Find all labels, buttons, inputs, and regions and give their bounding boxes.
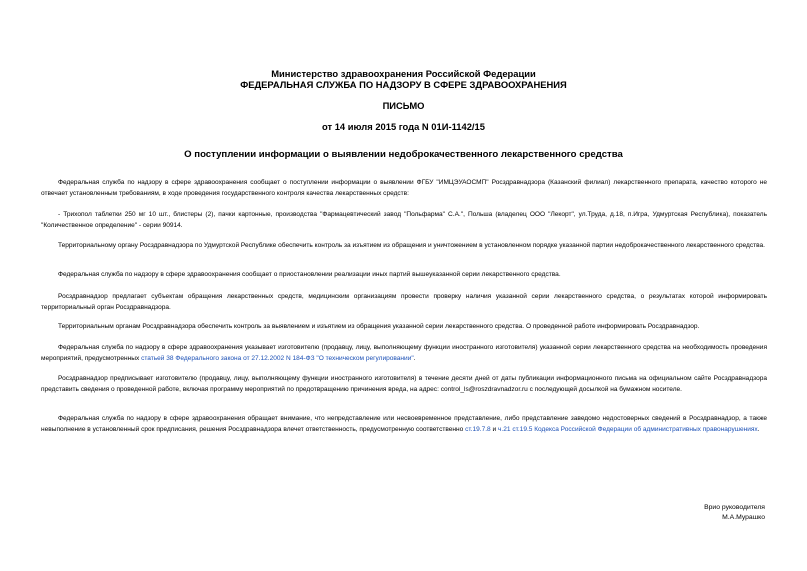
paragraph-detection-info: Федеральная служба по надзору в сфере здравоохранения сообщает о поступлении информации о выявлении ФГБУ "ИМЦЭУАОСМП" Росздравнадзора (Казанский филиал) лекарственного препарата, качество которого не отвечает установленным требованиям, в ходе проведения государственного контроля качества лекарственных средств:: [41, 179, 767, 197]
paragraph-text: и: [490, 425, 498, 433]
paragraph-suspension: Федеральная служба по надзору в сфере здравоохранения сообщает о приостановлении реализации иных партий вышеуказанной серии лекарственного средства.: [58, 271, 561, 278]
document-date-number: от 14 июля 2015 года N 01И-1142/15: [322, 121, 485, 132]
koap-19-7-8-link[interactable]: ст.19.7.8: [465, 425, 491, 433]
document-type: ПИСЬМО: [382, 100, 425, 111]
paragraph-liability: [41, 414, 767, 446]
service-title: ФЕДЕРАЛЬНАЯ СЛУЖБА ПО НАДЗОРУ В СФЕРЕ ЗДРАВООХРАНЕНИЯ: [240, 79, 567, 90]
ministry-title: Министерство здравоохранения Российской Федерации: [271, 68, 536, 79]
koap-19-5-link[interactable]: ч.21 ст.19.5 Кодекса Российской Федерации об административных правонарушениях: [497, 425, 758, 433]
paragraph-manufacturer-measures: [41, 343, 767, 364]
paragraph-text: Федеральная служба по надзору в сфере здравоохранения обращает внимание, что непредставление или несвоевременное представление, либо представление заведомо недостоверных сведений в Росздравнадзор, а также невыполнение в установленный срок предписания, решения Росздравнадзора влечет ответственность, предусмотренную соответственно: [41, 415, 767, 433]
paragraph-drug-details: - Трихопол таблетки 250 мг 10 шт., блистеры (2), пачки картонные, производства "Фармацевтический завод "Польфарма" С.А.", Польша (владелец ООО "Лекорт", ул.Труда, д.18, п.Игра, Удмуртская Республика), показатель "Количественное определение" - серии 90914.: [41, 211, 767, 229]
paragraph-check-proposal: Росздравнадзор предлагает субъектам обращения лекарственных средств, медицинским организациям провести проверку наличия указанной серии лекарственного средства, о результатах которой информировать территориальный орган Росздравнадзора.: [41, 293, 767, 311]
signature-title: Врио руководителя: [704, 504, 765, 511]
paragraph-manufacturer-order: Росздравнадзор предписывает изготовителю (продавцу, лицу, выполняющему функции иностранного изготовителя) в течение десяти дней от даты публикации информационного письма на официальном сайте Росздравнадзора представить сведения о проведенной работе, включая программу мероприятий по предотвращению причинения вреда, на адрес: control_ls@roszdravnadzor.ru с последующей досылкой на бумажном носителе.: [41, 375, 767, 393]
paragraph-territorial-control: Территориальному органу Росздравнадзора по Удмуртской Республике обеспечить контроль за изъятием из обращения и уничтожением в установленном порядке указанной партии недоброкачественного лекарственного средства.: [58, 242, 765, 249]
paragraph-text: .: [757, 425, 760, 433]
paragraph-text: .: [413, 354, 416, 362]
signature-name: М.А.Мурашко: [722, 514, 765, 521]
law-article-38-link[interactable]: статьей 38 Федерального закона от 27.12.2002 N 184-ФЗ "О техническом регулировании": [141, 354, 414, 362]
document-subject: О поступлении информации о выявлении недоброкачественного лекарственного средства: [184, 149, 623, 160]
paragraph-text: Федеральная служба по надзору в сфере здравоохранения указывает изготовителю (продавцу, лицу, выполняющему функции иностранного изготовителя) указанной серии лекарственного средства на необходимость проведения мероприятий, предусмотренных: [41, 344, 767, 362]
paragraph-territorial-organs: Территориальным органам Росздравнадзора обеспечить контроль за выявлением и изъятием из обращения указанной серии лекарственного средства. О проведенной работе информировать Росздравнадзор.: [58, 323, 700, 330]
